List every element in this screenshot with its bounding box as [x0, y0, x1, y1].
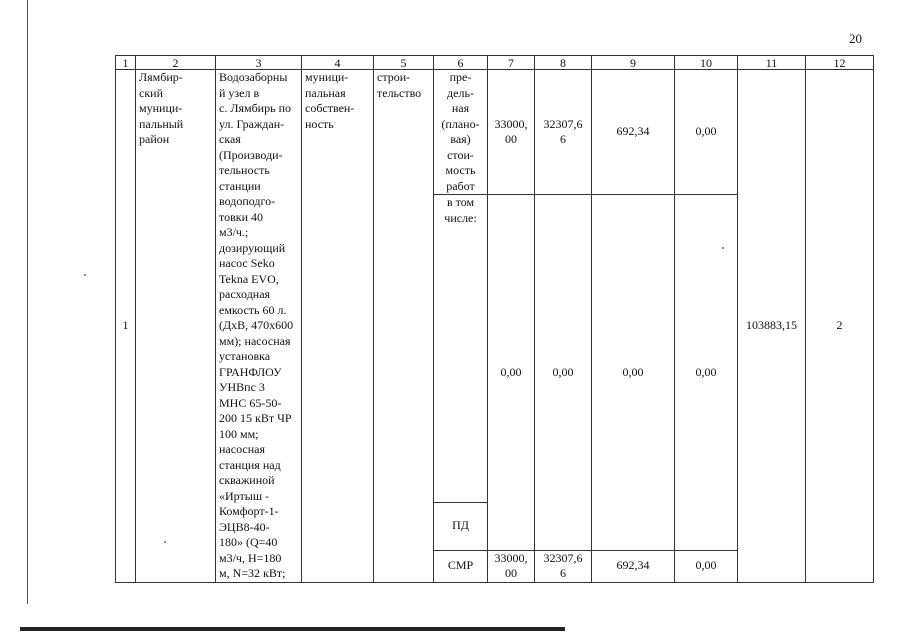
- header-cell: 7: [488, 56, 535, 70]
- total-cost-cell: 0,00: [488, 195, 535, 551]
- header-cell: 2: [136, 56, 216, 70]
- object-description-cell: Водозаборны й узел в с. Лямбирь по ул. Граждан- ская (Производи- тельность станции водоподго- товки 40 м3/ч.; дозирующий насос Seko Tekna EVO, расходная емкость 60 л. (ДхВ, 470х600 мм); насосная установка ГРАНФЛОУ УНВпс 3 МНС 65-50- 200 15 кВт ЧР 100 мм; насосная станция над скважиной «Иртыш - Комфорт-1- ЭЦВ8-40- 180» (Q=40 м3/ч, Н=180 м, N=32 кВт;: [216, 70, 302, 583]
- header-cell: 11: [738, 56, 806, 70]
- total-cost-cell: 33000, 00: [488, 550, 535, 582]
- cost-type-cell: пре- дель- ная (плано- вая) стои- мость работ: [434, 70, 488, 195]
- header-row: [116, 56, 874, 70]
- capacity-cell: 103883,15: [738, 70, 806, 583]
- scan-speck: [84, 274, 86, 276]
- cost-type-cell: СМР: [434, 550, 488, 582]
- count-cell: 2: [806, 70, 874, 583]
- header-cell: 6: [434, 56, 488, 70]
- regional-funds-cell: 692,34: [592, 70, 675, 195]
- local-funds-cell: 0,00: [675, 70, 738, 195]
- page-bottom-bar: [20, 627, 565, 631]
- header-cell: 5: [374, 56, 434, 70]
- local-funds-cell: 0,00: [675, 195, 738, 551]
- page-number: 20: [849, 31, 862, 46]
- total-cost-cell: 33000, 00: [488, 70, 535, 195]
- data-table: [115, 55, 874, 583]
- local-funds-cell: 0,00: [675, 550, 738, 582]
- federal-funds-cell: 32307,6 6: [535, 550, 592, 582]
- header-cell: 1: [116, 56, 136, 70]
- row-number: 1: [116, 70, 136, 583]
- table-row: [116, 70, 874, 195]
- header-cell: 12: [806, 56, 874, 70]
- header-cell: 3: [216, 56, 302, 70]
- federal-funds-cell: 32307,6 6: [535, 70, 592, 195]
- work-type-cell: строи- тельство: [374, 70, 434, 583]
- header-cell: 10: [675, 56, 738, 70]
- header-cell: 9: [592, 56, 675, 70]
- district-cell: Лямбир- ский муници- пальный район: [136, 70, 216, 583]
- federal-funds-cell: 0,00: [535, 195, 592, 551]
- header-cell: 8: [535, 56, 592, 70]
- regional-funds-cell: 692,34: [592, 550, 675, 582]
- header-cell: 4: [302, 56, 374, 70]
- cost-type-cell: в том числе:: [434, 195, 488, 503]
- ownership-cell: муници- пальная собствен- ность: [302, 70, 374, 583]
- regional-funds-cell: 0,00: [592, 195, 675, 551]
- cost-type-cell: ПД: [434, 502, 488, 550]
- page-left-rule: [27, 0, 28, 604]
